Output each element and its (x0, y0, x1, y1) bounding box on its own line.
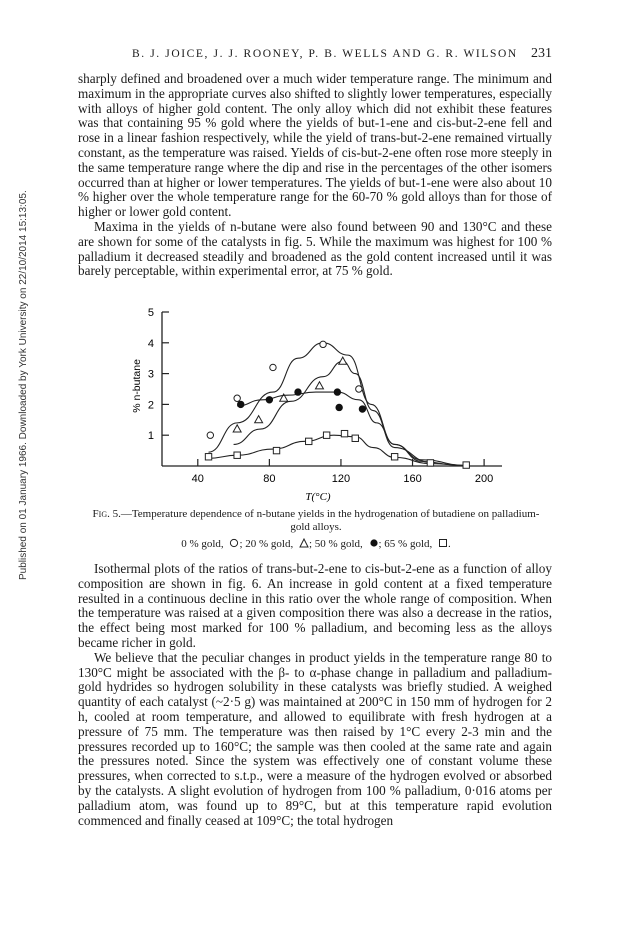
open-triangle-marker-icon (296, 538, 309, 550)
running-header (78, 46, 552, 62)
caption-text: —Temperature dependence of n-butane yields in the hydrogenation of butadiene on palladium-gold alloys. (120, 508, 540, 533)
data-point-filled-circle (266, 397, 272, 403)
x-tick-label: 200 (474, 473, 494, 485)
text-block-bottom (78, 562, 552, 828)
x-axis-label: T(°C) (305, 491, 331, 503)
data-point-filled-circle (359, 406, 365, 412)
data-point-open-circle (320, 341, 326, 347)
n-butane-chart (118, 300, 518, 512)
legend-end: . (448, 538, 451, 550)
data-point-open-square (391, 454, 397, 460)
y-tick-label: 4 (147, 337, 154, 350)
data-point-filled-circle (295, 389, 301, 395)
caption-label: Fig. 5. (92, 508, 121, 520)
series-line-1 (234, 361, 431, 462)
legend-label: ; 20 % gold, (239, 538, 296, 550)
paragraph: We believe that the peculiar changes in product yields in the temperature range 80 to 130°C might be associated with the β- to α-phase change in palladium and palladium-gold hydrides so hydrogen solubility in these catalysts was briefly studied. A weighed quantity of each catalyst (~2·5 g) was maintained at 200°C in 150 mm of hydrogen for 2 h, cooled at room temperature, and allowed to equilibrate with fresh hydrogen at a pressure of 75 mm. The temperature was then raised by 1°C every 2-3 min and the pressures recorded up to 160°C; the sample was then cooled at the same rate and again the pressures noted. Since the system was effectively one of constant volume these pressures, when corrected to s.t.p., were a measure of the hydrogen evolved or absorbed by the catalysts. A slight evolution of hydrogen from 100 % palladium, 0·016 atoms per palladium atom, was found up to 89°C, but at this temperature rapid evolution commenced and finally ceased at 109°C; the total hydrogen (78, 649, 552, 828)
data-point-open-square (463, 462, 469, 468)
data-point-open-square (341, 430, 347, 436)
legend-label: 0 % gold, (181, 538, 227, 550)
data-point-open-triangle (233, 425, 241, 432)
data-point-open-square (352, 435, 358, 441)
x-tick-label: 80 (263, 473, 276, 485)
y-axis-label: % n-butane (131, 359, 143, 413)
page-number: 231 (531, 46, 552, 61)
download-note-text: Published on 01 January 1966. Downloaded by York University on 22/10/2014 15:13:05. (18, 190, 29, 580)
paragraph: Isothermal plots of the ratios of trans-but-2-ene to cis-but-2-ene as a function of alloy composition are shown in fig. 6. An increase in gold content at a fixed temperature resulted in a continuous decline in this ratio over the whole range of composition. When the temperature was raised at a given composition there was also a decrease in the ratios, the effect being most marked for 100 % palladium, and becoming less as the alloys became richer in gold. (78, 561, 552, 650)
data-point-open-square (234, 452, 240, 458)
download-watermark (6, 160, 29, 580)
data-point-open-square (205, 454, 211, 460)
y-tick-label: 5 (147, 307, 154, 319)
legend-label: ; 65 % gold, (378, 538, 436, 550)
filled-circle-marker-icon (366, 538, 379, 550)
paragraph: Maxima in the yields of n-butane were also found between 90 and 130°C and these are shown for some of the catalysts in fig. 5. While the maximum was highest for 100 % palladium it decreased steadily and broadened as the gold content increased until it was barely perceptable, within experimental error, at 75 % gold. (78, 218, 552, 279)
data-point-filled-circle (238, 401, 244, 407)
data-point-filled-circle (334, 389, 340, 395)
y-tick-label: 2 (147, 399, 154, 412)
figure-legend (90, 538, 542, 550)
open-circle-marker-icon (226, 538, 239, 550)
data-point-open-triangle (255, 416, 263, 423)
data-point-filled-circle (336, 404, 342, 410)
data-point-open-circle (234, 395, 240, 401)
figure-caption (90, 508, 542, 534)
data-point-open-triangle (339, 357, 347, 364)
data-point-open-square (273, 447, 279, 453)
x-tick-label: 160 (403, 473, 422, 485)
y-tick-label: 3 (147, 368, 154, 381)
data-point-open-square (306, 438, 312, 444)
header-authors: B. J. JOICE, J. J. ROONEY, P. B. WELLS AND G. R. WILSON (132, 48, 518, 60)
paragraph: sharply defined and broadened over a much wider temperature range. The minimum and maximum in the appropriate curves also shifted to slightly lower temperatures, especially with alloys of higher gold content. The only alloy which did not exhibit these features was that containing 95 % gold where the yields of but-1-ene and cis-but-2-ene fell and rose in a linear fashion respectively, while the yield of trans-but-2-ene remained virtually constant, as the temperature was raised. Yields of cis-but-2-ene often rose more steeply in the same temperature range where the dip and rise in the percentages of the other isomers occurred than at higher or lower temperatures. The yields of but-1-ene were also about 10 % higher over the whole temperature range for the 60-70 % gold alloys than for those of higher or lower gold content. (78, 71, 552, 220)
figure-5 (118, 300, 518, 512)
text-block-top (78, 72, 552, 279)
data-point-open-square (427, 460, 433, 466)
data-point-open-triangle (315, 382, 323, 389)
data-point-open-circle (270, 364, 276, 370)
y-tick-label: 1 (147, 430, 154, 443)
open-square-marker-icon (435, 538, 448, 550)
legend-label: ; 50 % gold, (308, 538, 366, 550)
x-tick-label: 40 (191, 473, 204, 485)
data-point-open-circle (207, 432, 213, 438)
data-point-open-circle (356, 386, 362, 392)
data-point-open-square (323, 432, 329, 438)
x-tick-label: 120 (331, 473, 351, 485)
